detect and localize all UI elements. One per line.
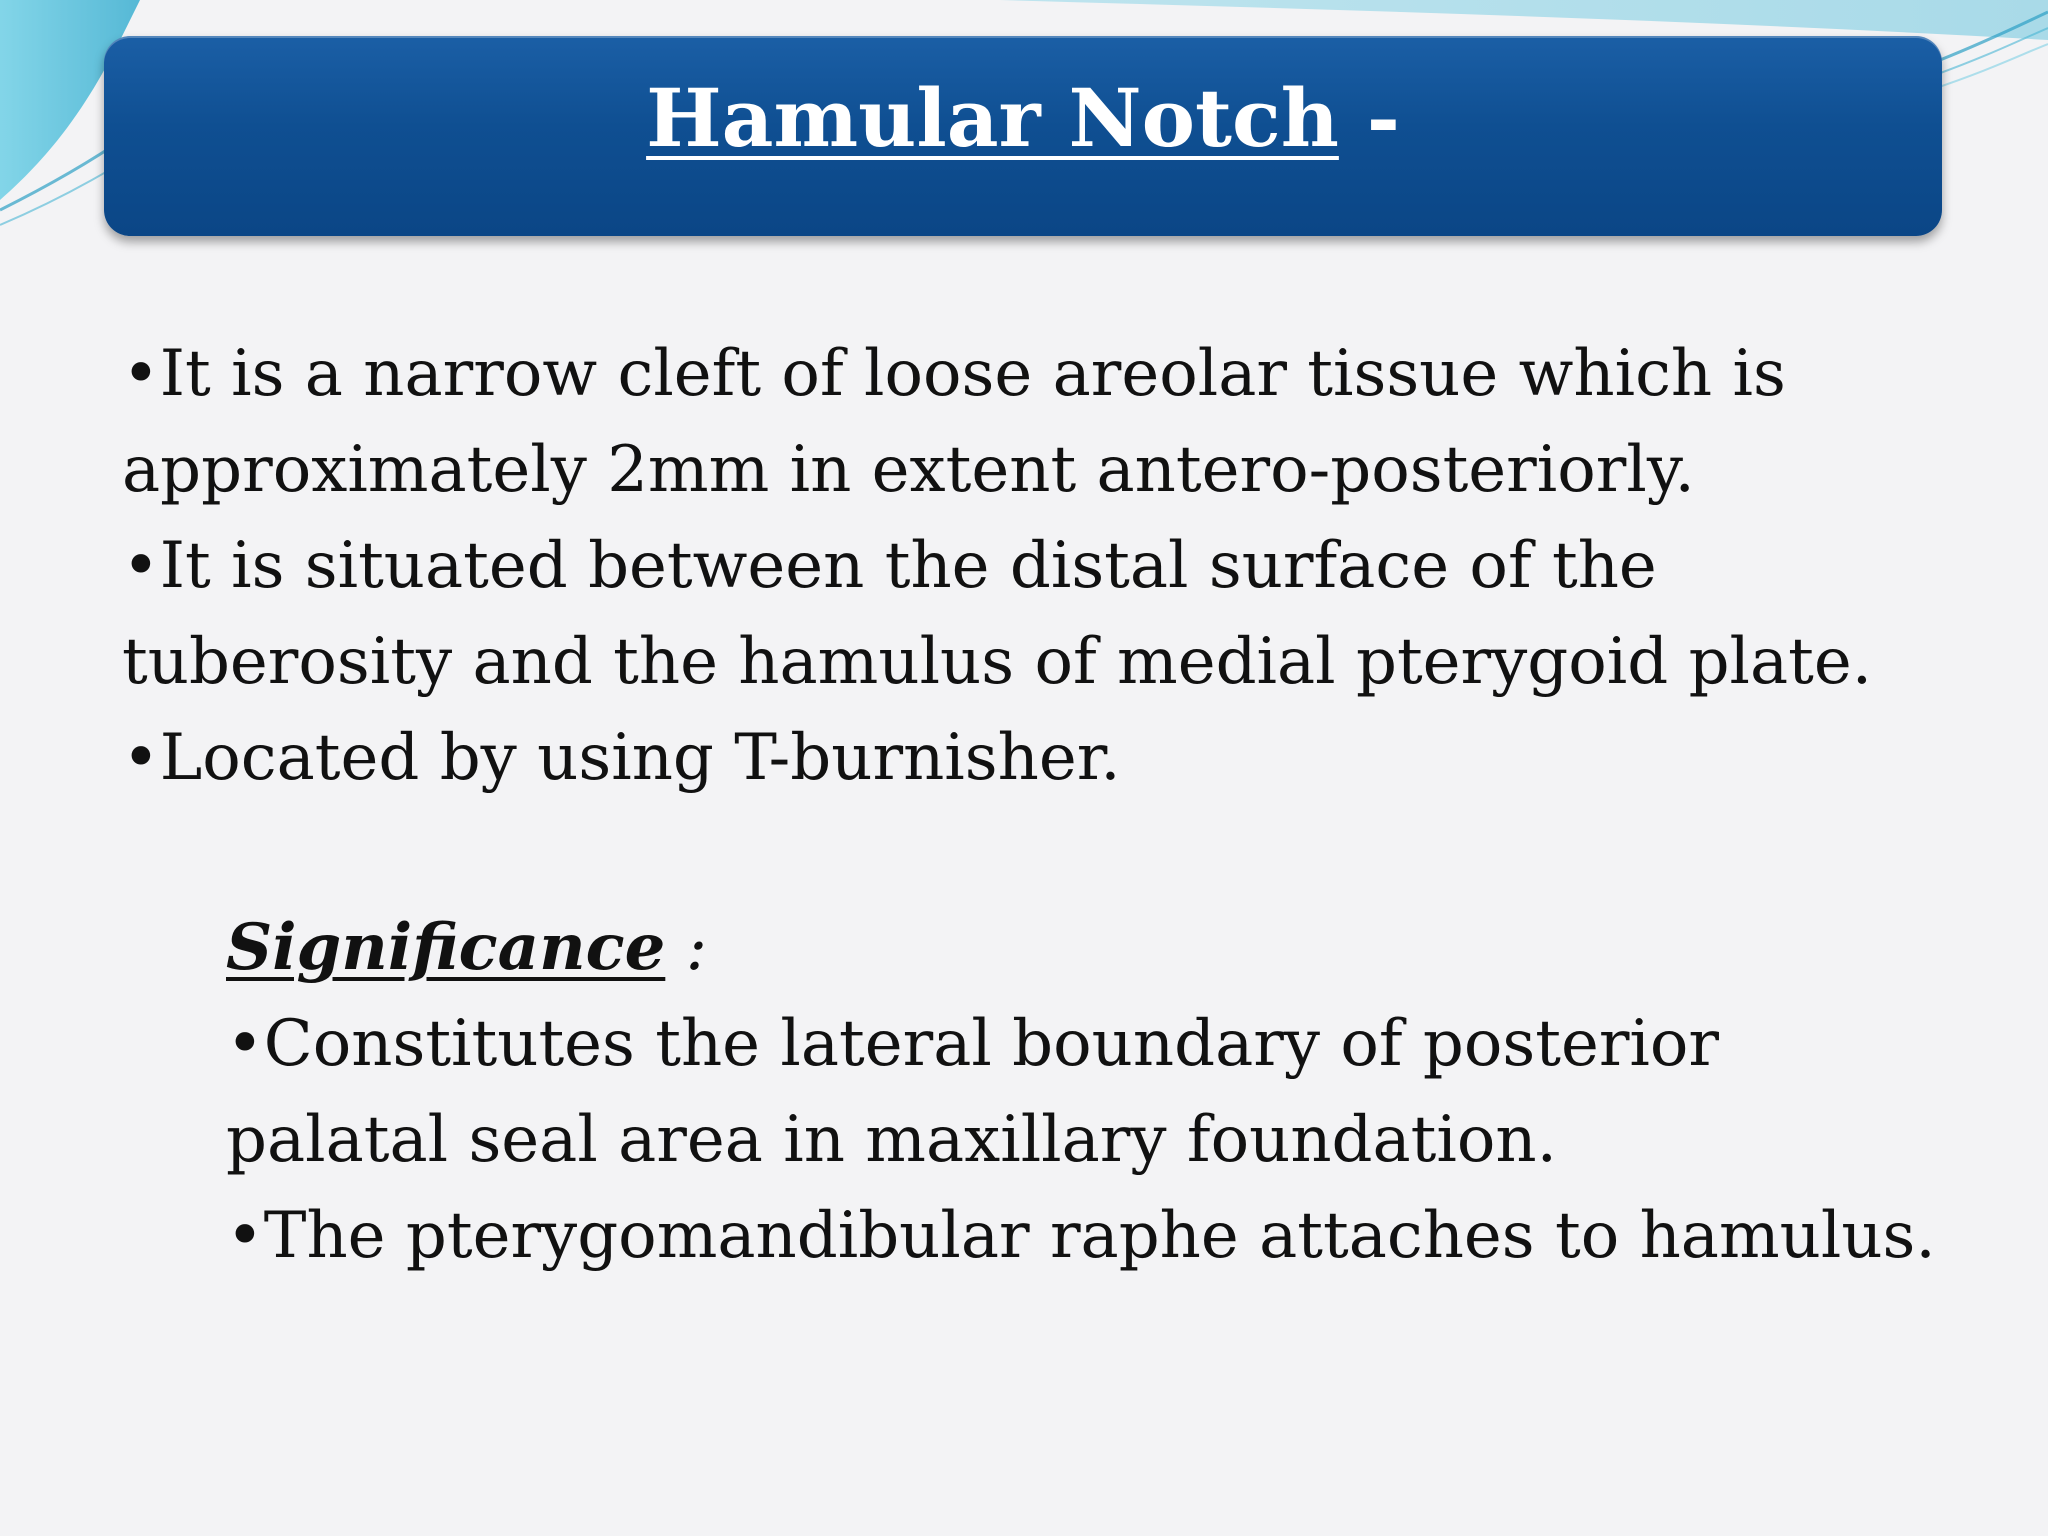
significance-bullet-line: •Constitutes the lateral boundary of posterior [226,1007,1719,1081]
bullet-line: tuberosity and the hamulus of medial pterygoid plate. [122,625,1873,699]
bullet-line: •Located by using T-burnisher. [122,721,1121,795]
bullet-line: approximately 2mm in extent antero-posteriorly. [122,433,1695,507]
significance-section [226,900,2026,1284]
bullet-line: •It is a narrow cleft of loose areolar tissue which is [122,337,1786,411]
significance-colon: : [665,911,708,985]
title-bar [104,36,1942,236]
significance-bullet-line: •The pterygomandibular raphe attaches to hamulus. [226,1199,1936,1273]
significance-label: Significance [226,910,666,985]
slide-title-suffix: - [1338,71,1400,165]
slide-title-main: Hamular Notch [646,71,1339,165]
slide-title [646,71,1400,165]
main-content [122,326,2002,806]
bullet-line: •It is situated between the distal surface of the [122,529,1657,603]
significance-heading [226,900,2026,996]
significance-bullet-line: palatal seal area in maxillary foundation. [226,1103,1557,1177]
